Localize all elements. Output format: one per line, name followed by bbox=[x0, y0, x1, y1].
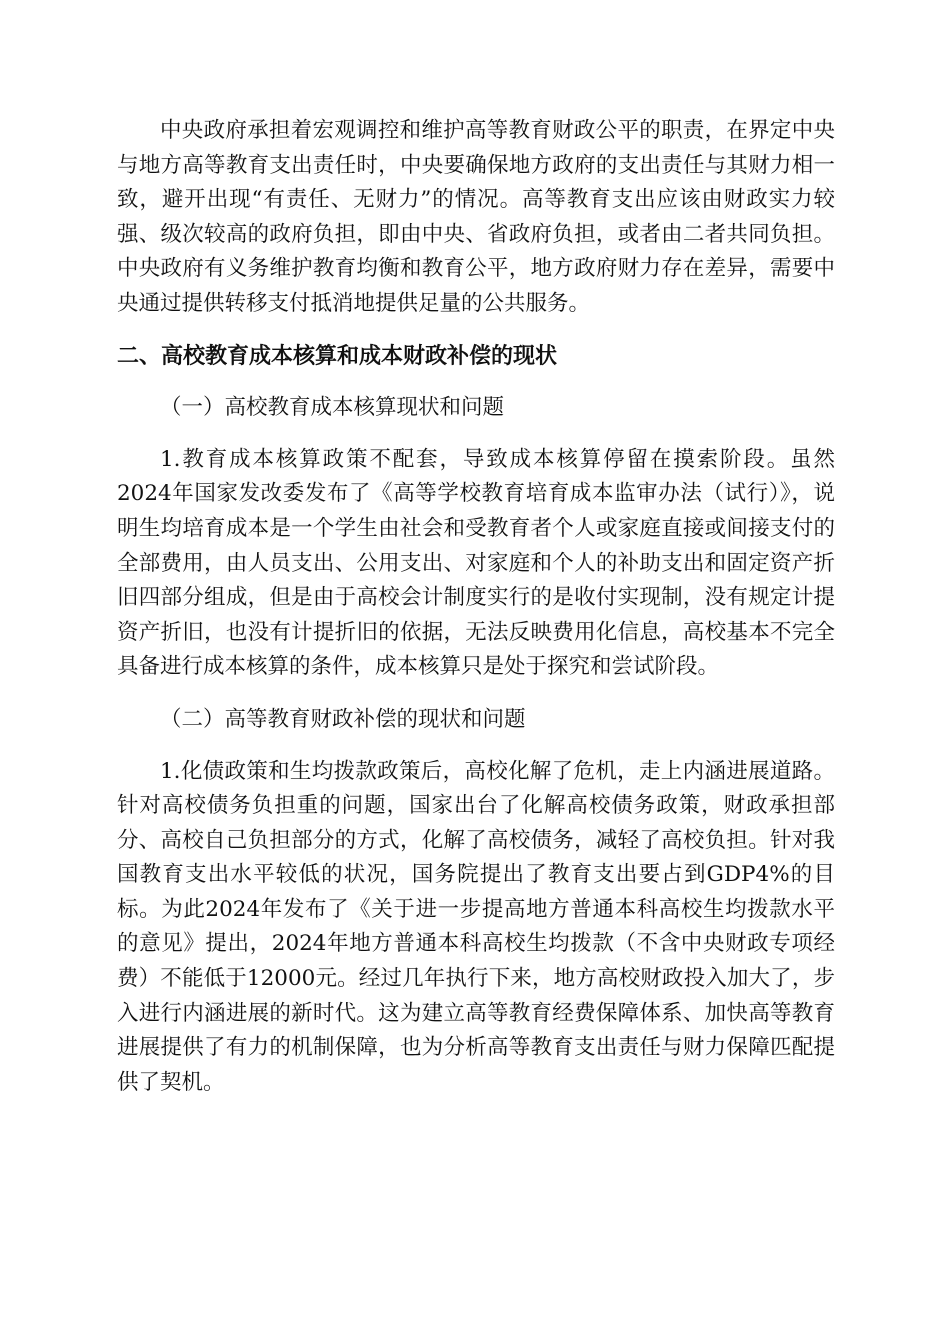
document-body bbox=[117, 114, 835, 1100]
subsection-heading-2: （二）高等教育财政补偿的现状和问题 bbox=[160, 706, 526, 732]
subsection-heading-1: （一）高校教育成本核算现状和问题 bbox=[160, 395, 505, 421]
section-heading-2: 二、高校教育成本核算和成本财政补偿的现状 bbox=[117, 343, 558, 369]
paragraph-fiscal-compensation: 1.化债政策和生均拨款政策后，高校化解了危机，走上内涵进展道路。针对高校债务负担重的问题，国家出台了化解高校债务政策，财政承担部分、高校自己负担部分的方式，化解了高校债务，减轻了高校负担。针对我国教育支出水平较低的状况，国务院提出了教育支出要占到GDP4%的目标。为此2024年发布了《关于进一步提高地方普通本科高校生均拨款水平的意见》提出，2024年地方普通本科高校生均拨款（不含中央财政专项经费）不能低于12000元。经过几年执行下来，地方高校财政投入加大了，步入进行内涵进展的新时代。这为建立高等教育经费保障体系、加快高等教育进展提供了有力的机制保障，也为分析高等教育支出责任与财力保障匹配提供了契机。 bbox=[117, 758, 835, 1095]
paragraph-central-government-duty: 中央政府承担着宏观调控和维护高等教育财政公平的职责，在界定中央与地方高等教育支出责任时，中央要确保地方政府的支出责任与其财力相一致，避开出现“有责任、无财力”的情况。高等教育支出应该由财政实力较强、级次较高的政府负担，即由中央、省政府负担，或者由二者共同负担。中央政府有义务维护教育均衡和教育公平，地方政府财力存在差异，需要中央通过提供转移支付抵消地提供足量的公共服务。 bbox=[117, 118, 835, 316]
paragraph-cost-accounting: 1.教育成本核算政策不配套，导致成本核算停留在摸索阶段。虽然2024年国家发改委发布了《高等学校教育培育成本监审办法（试行）》，说明生均培育成本是一个学生由社会和受教育者个人或家庭直接或间接支付的全部费用，由人员支出、公用支出、对家庭和个人的补助支出和固定资产折旧四部分组成，但是由于高校会计制度实行的是收付实现制，没有规定计提资产折旧，也没有计提折旧的依据，无法反映费用化信息，高校基本不完全具备进行成本核算的条件，成本核算只是处于探究和尝试阶段。 bbox=[117, 446, 835, 680]
